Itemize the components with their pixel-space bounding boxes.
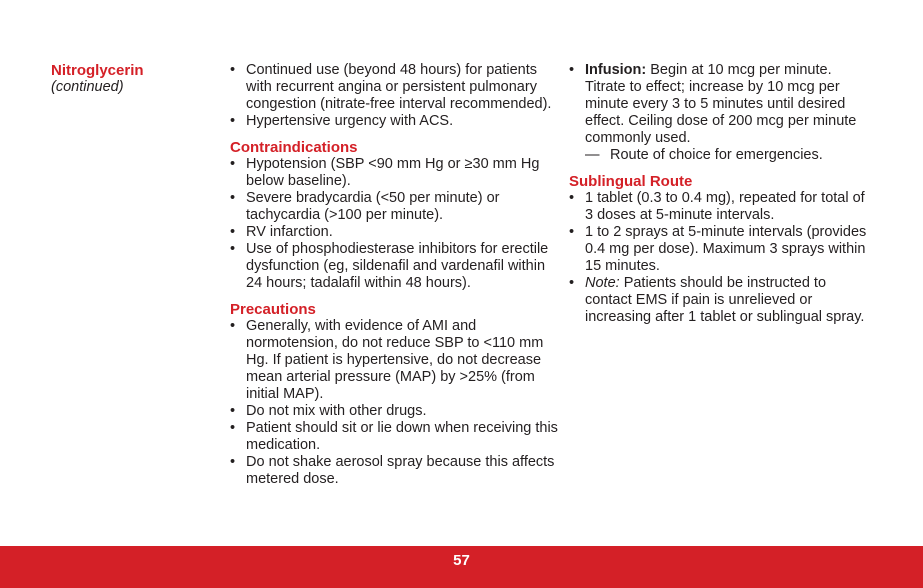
drug-name: Nitroglycerin <box>51 62 144 79</box>
contraindications-list <box>230 156 562 292</box>
bullet-icon: • <box>230 190 236 206</box>
list-item <box>569 62 869 147</box>
intro-list <box>230 62 562 130</box>
list-item <box>230 454 562 488</box>
right-column <box>569 62 869 326</box>
bullet-icon: • <box>230 62 236 78</box>
bullet-icon: • <box>230 454 236 470</box>
sublingual-heading: Sublingual Route <box>569 173 693 190</box>
contraindications-heading: Contraindications <box>230 139 358 156</box>
list-item-text: Use of phosphodiesterase inhibitors for erectile dysfunction (eg, sildenafil and vardenafil within 24 hours; tadalafil within 48 hours). <box>246 241 549 291</box>
precautions-list <box>230 318 562 488</box>
list-item-text: Do not shake aerosol spray because this affects metered dose. <box>246 454 555 487</box>
sublingual-list <box>569 190 869 326</box>
bullet-icon: • <box>230 156 236 172</box>
note-label: Note: <box>585 275 620 291</box>
list-item-text: 1 tablet (0.3 to 0.4 mg), repeated for total of 3 doses at 5-minute intervals. <box>585 190 865 223</box>
bullet-icon: • <box>230 241 236 257</box>
list-item <box>230 156 562 190</box>
note-text: Patients should be instructed to contact EMS if pain is unrelieved or increasing after 1 tablet or sublingual spray. <box>585 275 865 325</box>
infusion-list <box>569 62 869 164</box>
dash-icon: — <box>585 147 600 163</box>
infusion-text: Begin at 10 mcg per minute. Titrate to effect; increase by 10 mcg per minute every 3 to 5 minutes until desired effect. Ceiling dose of 200 mcg per minute commonly used. <box>585 62 857 146</box>
bullet-icon: • <box>230 113 236 129</box>
list-item-text: RV infarction. <box>246 224 333 240</box>
precautions-heading: Precautions <box>230 301 316 318</box>
infusion-label: Infusion: <box>585 62 647 78</box>
list-item-text: Severe bradycardia (<50 per minute) or tachycardia (>100 per minute). <box>246 190 500 223</box>
drug-title-block <box>51 62 144 96</box>
bullet-icon: • <box>569 275 575 291</box>
bullet-icon: • <box>230 403 236 419</box>
bullet-icon: • <box>230 420 236 436</box>
list-item <box>230 420 562 454</box>
drug-continued-label: (continued) <box>51 79 124 95</box>
bullet-icon: • <box>569 62 575 78</box>
list-item <box>230 113 562 130</box>
list-item-text: Hypertensive urgency with ACS. <box>246 113 454 129</box>
bullet-icon: • <box>230 318 236 334</box>
list-item <box>569 275 869 326</box>
middle-column <box>230 62 562 488</box>
footer-bar <box>0 546 923 588</box>
list-item <box>569 190 869 224</box>
list-item-text: Do not mix with other drugs. <box>246 403 427 419</box>
list-item-text: Hypotension (SBP <90 mm Hg or ≥30 mm Hg below baseline). <box>246 156 540 189</box>
bullet-icon: • <box>230 224 236 240</box>
list-item-text: 1 to 2 sprays at 5-minute intervals (provides 0.4 mg per dose). Maximum 3 sprays within 15 minutes. <box>585 224 867 274</box>
list-subitem-text: Route of choice for emergencies. <box>610 147 823 163</box>
list-item <box>230 62 562 113</box>
list-item-text: Generally, with evidence of AMI and normotension, do not reduce SBP to <110 mm Hg. If patient is hypertensive, do not decrease mean arterial pressure (MAP) by >25% (from initial MAP). <box>246 318 544 402</box>
list-item <box>230 224 562 241</box>
list-item-text: Continued use (beyond 48 hours) for patients with recurrent angina or persistent pulmonary congestion (nitrate-free interval recommended). <box>246 62 552 112</box>
list-item <box>230 241 562 292</box>
list-item <box>230 403 562 420</box>
page-number: 57 <box>453 552 470 569</box>
bullet-icon: • <box>569 224 575 240</box>
list-item <box>569 224 869 275</box>
bullet-icon: • <box>569 190 575 206</box>
list-item <box>230 190 562 224</box>
list-item <box>230 318 562 403</box>
list-item-text: Patient should sit or lie down when receiving this medication. <box>246 420 558 453</box>
list-subitem <box>569 147 869 164</box>
